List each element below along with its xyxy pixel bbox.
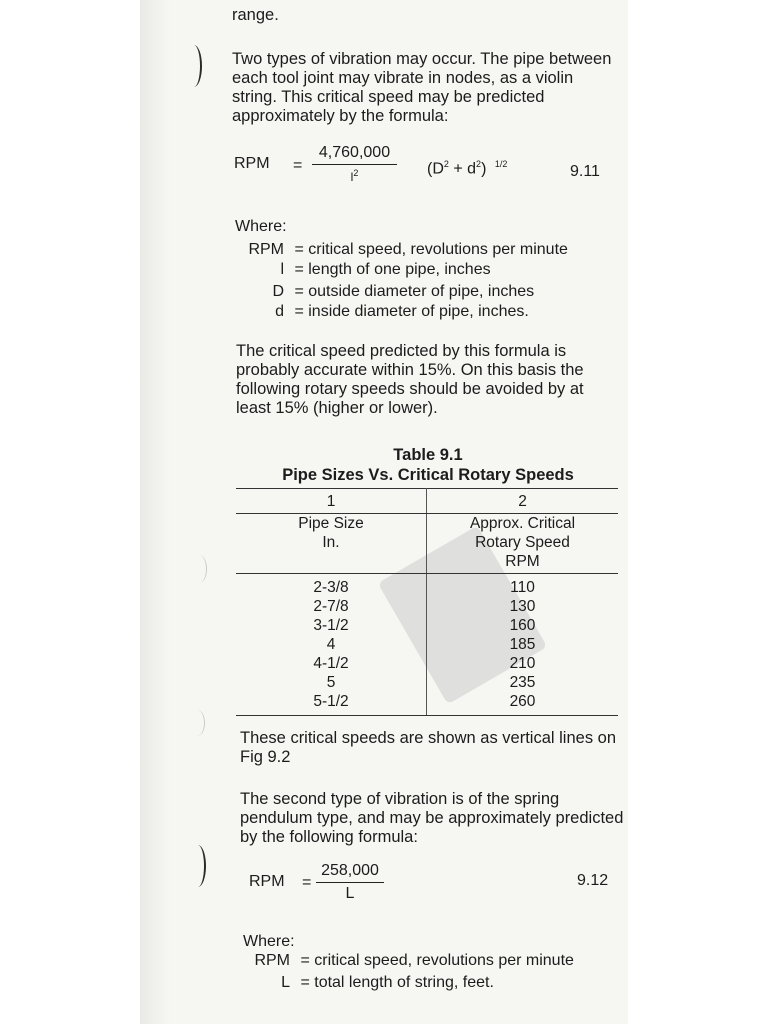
denominator-exponent: 2 [353,168,359,178]
paragraph-fig-reference: These critical speeds are shown as vertical lines on Fig 9.2 [240,729,617,766]
fraction-bar [316,882,384,883]
definition-row [236,260,491,280]
table-row [236,673,618,692]
equation-numerator: 4,760,000 [318,144,391,161]
column-number: 1 [236,489,427,514]
table-row [236,654,618,673]
column-number: 2 [427,489,619,514]
definition-symbol: RPM [254,952,290,969]
column-header-pipe-size [236,514,427,574]
rpm-cell: 160 [509,617,536,634]
table-row [236,616,618,635]
header-line: In. [322,534,340,551]
definition-symbol: d [275,303,284,320]
factor-mid: + d [448,160,477,178]
equation-denominator [312,167,397,183]
header-line: Rotary Speed [475,534,570,551]
table-row [236,635,618,654]
definition-row [246,951,574,971]
rpm-cell: 130 [509,598,536,615]
denominator-symbol: l [350,170,354,184]
paragraph-spring-pendulum: The second type of vibration is of the spring pendulum type, and may be approximately predicted by the following formula: [240,790,624,846]
where-heading: Where: [243,933,295,950]
factor-close: ) [481,160,487,178]
table-header-row [236,514,618,574]
table-row [236,597,618,616]
header-line: Approx. Critical [469,515,576,532]
table-column-number-row [236,489,618,514]
factor-exp1: 2 [443,159,449,169]
equation-number: 9.12 [577,872,609,889]
pipe-size-cell: 2-7/8 [236,597,427,616]
page-edge-shadow [140,0,170,1024]
pipe-size-cell: 4 [236,635,427,654]
table-title: Pipe Sizes Vs. Critical Rotary Speeds [282,466,574,484]
paragraph-vibration-types: Two types of vibration may occur. The pipe between each tool joint may vibrate in nodes, as a violin string. This critical speed may be predicted approximately by the formula: [232,50,612,125]
equation-factor [427,155,507,178]
rpm-cell: 235 [509,674,536,691]
critical-speed-table [236,488,618,716]
definition-symbol: D [272,283,284,300]
definition-row [236,302,529,322]
definition-text: = total length of string, feet. [300,974,494,991]
definition-row [246,973,494,993]
definition-text: = critical speed, revolutions per minute [300,952,574,969]
definition-row [236,240,568,260]
equation-number: 9.11 [570,163,600,180]
definition-text: = length of one pipe, inches [294,261,491,278]
fraction-bar [312,164,397,165]
where-heading: Where: [235,218,287,235]
pipe-size-cell: 4-1/2 [236,654,427,673]
paragraph-accuracy: The critical speed predicted by this formula is probably accurate within 15%. On this basis the following rotary speeds should be avoided by at least 15% (higher or lower). [236,342,584,417]
table-row [236,692,618,716]
definition-text: = inside diameter of pipe, inches. [294,303,529,320]
definition-text: = outside diameter of pipe, inches [294,283,535,300]
factor-open: (D [427,160,444,178]
header-line: RPM [505,553,540,570]
pipe-size-cell: 5-1/2 [236,692,427,716]
rpm-cell: 110 [510,579,535,596]
equation-numerator: 258,000 [321,862,379,879]
top-text-fragment: range. [232,6,279,24]
definition-symbol: l [280,261,284,278]
binder-ring-faint-2 [190,710,205,736]
table-label: Table 9.1 [393,446,463,464]
definition-text: = critical speed, revolutions per minute [294,241,568,258]
binder-ring-bottom [190,845,206,887]
equation-lhs: RPM [234,155,270,172]
definition-symbol: L [281,974,290,991]
equation-fraction [312,144,397,183]
pipe-size-cell: 3-1/2 [236,616,427,635]
equation-equals: = [302,874,312,891]
pipe-size-cell: 5 [236,673,427,692]
binder-ring-top [186,45,202,87]
rpm-cell: 185 [509,636,536,653]
binder-ring-faint-1 [192,555,207,583]
rpm-cell: 260 [427,692,619,716]
pipe-size-cell: 2-3/8 [236,574,427,598]
equation-equals: = [293,157,303,174]
column-header-critical-speed [427,514,619,574]
definition-symbol: RPM [248,241,284,258]
factor-power: 1/2 [494,159,508,169]
table-row [236,574,618,598]
header-line: Pipe Size [298,515,364,532]
rpm-cell: 210 [509,655,536,672]
definition-row [236,282,534,302]
equation-fraction [316,862,384,903]
factor-exp2: 2 [476,159,482,169]
equation-lhs: RPM [249,873,285,890]
equation-denominator: L [345,885,355,902]
